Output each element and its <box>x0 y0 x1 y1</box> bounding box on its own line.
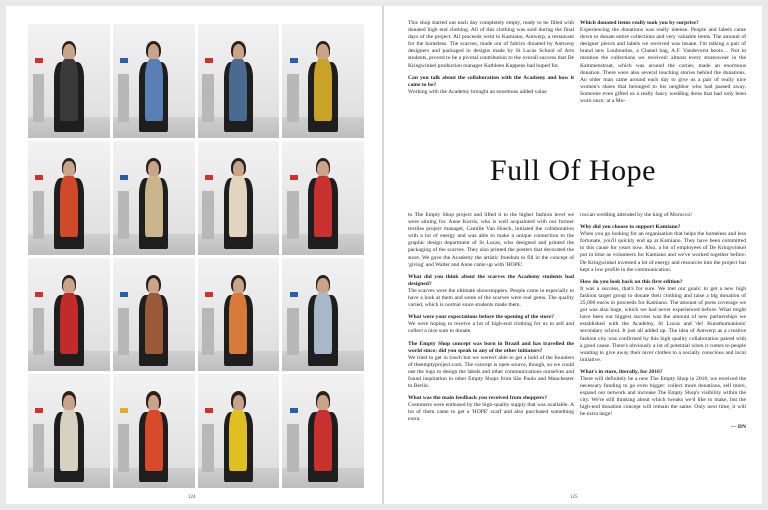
paragraph: roccan wedding attended by the king of Morocco! <box>580 212 692 218</box>
scarf <box>145 176 163 237</box>
interview-question: What was the main feedback you received from shoppers? <box>408 395 548 402</box>
flag-icon <box>35 292 43 297</box>
scarf <box>229 410 247 471</box>
author-signature: — DN <box>730 423 746 430</box>
paragraph: Customers were enthused by the high-quality supply that was available. A lot of them came to get a 'HOPE' scarf and also purchased something extra. <box>408 402 574 423</box>
interview-question: Can you talk about the collaboration with the Academy and how it came to be? <box>408 74 574 88</box>
scarf <box>314 176 332 237</box>
scarf <box>60 410 78 471</box>
photo-grid <box>28 24 364 488</box>
portrait-photo <box>28 258 110 372</box>
column-1-top <box>408 20 574 101</box>
display-stand <box>202 74 213 122</box>
display-stand <box>287 74 298 122</box>
flag-icon <box>35 58 43 63</box>
portrait-photo <box>282 374 364 488</box>
flag-icon <box>120 292 128 297</box>
scarf <box>145 293 163 354</box>
article-title: Full Of Hope <box>490 154 656 187</box>
flag-icon <box>120 175 128 180</box>
scarf <box>314 410 332 471</box>
flag-icon <box>205 175 213 180</box>
flag-icon <box>205 58 213 63</box>
flag-icon <box>120 408 128 413</box>
portrait-photo <box>113 374 195 488</box>
flag-icon <box>205 408 213 413</box>
flag-icon <box>205 292 213 297</box>
portrait-photo <box>113 24 195 138</box>
scarf <box>314 293 332 354</box>
portrait-photo <box>282 24 364 138</box>
flag-icon <box>35 175 43 180</box>
paragraph: This shop started out each day completely empty, ready to be filled with donated high end clothing. All of this clothing was sold during the final days of the project. All proceeds went to Kamiano, Antwerp, a restaurant for the homeless. The scarves, made out of fabrics donated by Antwerp designers and packaged in designs made by St Lucas School of Arts students, proved to be a pivotal contribution to the overall success that De Kringwinkel production manager Kathleen Kuppens had hoped for. <box>408 20 574 69</box>
left-page <box>6 6 382 504</box>
scarf <box>314 59 332 120</box>
paragraph: When you go looking for an organisation that helps the homeless and less fortunate, you'll quickly end up at Kamiano. They have been committed to this cause for years now. Also, a lot of employees of De Kringwinkel put in time as volunteers for Kamiano and we've worked together before. De Kringwinkel invested a lot of energy and resources into the project but kept a low profile in the communication. <box>580 231 746 273</box>
portrait-photo <box>113 258 195 372</box>
interview-question: What's in store, literally, for 2016? <box>580 368 663 375</box>
portrait-photo <box>198 258 280 372</box>
flag-icon <box>35 408 43 413</box>
scarf <box>60 293 78 354</box>
scarf <box>145 59 163 120</box>
column-2-top <box>580 20 746 110</box>
interview-question: The Empty Shop concept was born in Brazil and has travelled the world since; did you speak to any of the other initiators? <box>408 340 574 354</box>
display-stand <box>118 424 129 472</box>
scarf <box>145 410 163 471</box>
display-stand <box>33 191 44 239</box>
column-2-bottom <box>580 212 746 435</box>
display-stand <box>118 74 129 122</box>
column-1-bottom <box>408 212 574 429</box>
portrait-photo <box>28 24 110 138</box>
paragraph: Experiencing the donations was really intense. People and labels came down to donate entire collections and very valuable items. The amount of designer pieces and labels we received was insane. I'm talking a pair of brand new Louboutins, a Chanel bag, A.F. Vandevorst boots… Not to mention the collections we received: almost every storeowner in the Kammenstraat, which was around the corner, made an enormous donation. There were also several touching stories behind the donations. An older man came around each day to give us a pair of really nice women's shoes that belonged to his neighbor who had passed away. Someone even gifted us a really fancy wedding dress that had only been worn once: at a Mo- <box>580 27 746 105</box>
display-stand <box>33 74 44 122</box>
page-number-left: 124 <box>188 495 196 500</box>
flag-icon <box>290 408 298 413</box>
portrait-photo <box>198 141 280 255</box>
display-stand <box>202 308 213 356</box>
interview-question: Which donated items really took you by surprise? <box>580 20 699 26</box>
portrait-photo <box>282 141 364 255</box>
right-page <box>384 6 762 504</box>
flag-icon <box>120 58 128 63</box>
paragraph: It was a success, that's for sure. We met our goals: to get a new high fashion target group to donate their clothing and raise a big donation of 25,000 euros in proceeds for Kamiano. The amount of press coverage we got was also huge, which we had never experienced before. What might have been our biggest success was the amount of new partnerships we established with the Academy, St Lucas and 'de! Kunsthumanions' secondary school. It just all added up. The idea of Antwerp as a creative fashion city was confirmed by this high quality collaboration paired with a good cause. There's obviously a lot of potential when it comes to people wanting to give away their nicer clothes to a socially conscious and local initiative. <box>580 285 746 363</box>
scarf <box>60 59 78 120</box>
portrait-photo <box>198 374 280 488</box>
paragraph: to The Empty Shop project and lifted it to the higher fashion level we were aiming for. Anne Kurris, who is well acquainted with our former textiles project manager, Camille Van Hoeck, initiated the collaboration with a lot of energy and was able to make a unique connection to the graphic design department of St Lucas, who designed and printed the packaging of the scarves. They also printed the posters that decorated the store. We gave the Academy the artistic freedom to fill in the concept of 'giving' and Walter and Anne came up with 'HOPE'. <box>408 212 574 268</box>
display-stand <box>202 424 213 472</box>
paragraph: Working with the Academy brought an enormous added value <box>408 88 547 95</box>
paragraph: The scarves were the ultimate showstoppers. People came in especially to have a look at them and some of the scarves were real gems. The quality varied, which is normal since students made them. <box>408 287 574 309</box>
display-stand <box>287 308 298 356</box>
interview-question: How do you look back on this first edition? <box>580 278 683 285</box>
portrait-photo <box>198 24 280 138</box>
scarf <box>229 293 247 354</box>
paragraph: We tried to get in touch but we weren't able to get a hold of the founders of theemptyproject.com. The concept is open source, though, so we could use the logo to design the labels and other communications ourselves and found inspiration in other Empty Shops from São Paulo and Manchester to Berlin. <box>408 354 574 390</box>
flag-icon <box>290 58 298 63</box>
portrait-photo <box>282 258 364 372</box>
page-number-right: 125 <box>570 495 578 500</box>
display-stand <box>202 191 213 239</box>
interview-question: What were your expectations before the opening of the store? <box>408 314 555 321</box>
scarf <box>60 176 78 237</box>
display-stand <box>287 424 298 472</box>
portrait-photo <box>28 374 110 488</box>
portrait-photo <box>113 141 195 255</box>
paragraph: We were hoping to receive a lot of high-end clothing for us to sell and collect a nice sum to donate. <box>408 321 574 335</box>
flag-icon <box>290 292 298 297</box>
scarf <box>229 59 247 120</box>
interview-question: What did you think about the scarves the Academy students had designed? <box>408 273 574 287</box>
portrait-photo <box>28 141 110 255</box>
flag-icon <box>290 175 298 180</box>
interview-question: Why did you choose to support Kamiano? <box>580 224 681 231</box>
scarf <box>229 176 247 237</box>
display-stand <box>287 191 298 239</box>
display-stand <box>118 308 129 356</box>
paragraph: There will definitely be a new The Empty Shop in 2016; we received the necessary funding to go even bigger: collect more donations, sell more, expand our network and increase The Empty Shop's visibility within the city. We're still thinking about which tweaks we'd like to make, but the high-end donation concept will remain the same. Only next time, it will be extra large! <box>580 375 746 418</box>
display-stand <box>118 191 129 239</box>
display-stand <box>33 308 44 356</box>
display-stand <box>33 424 44 472</box>
